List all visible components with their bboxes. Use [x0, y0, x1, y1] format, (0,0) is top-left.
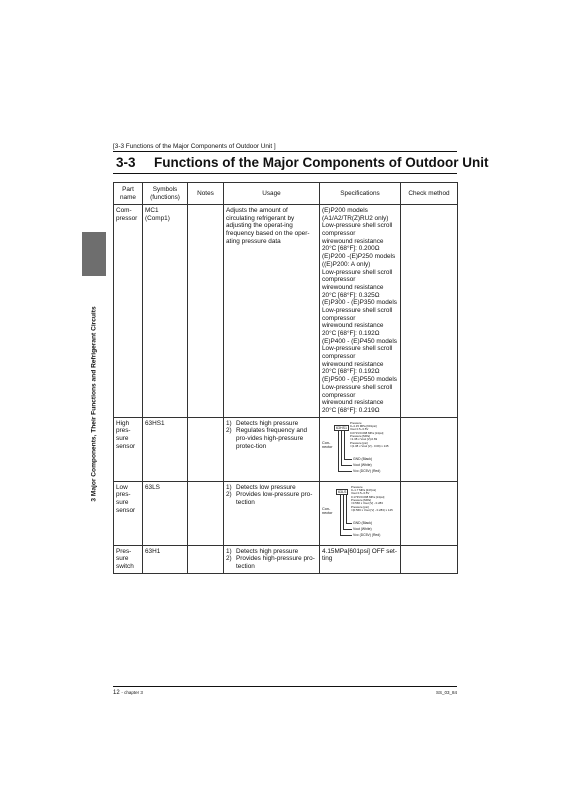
item-text: Regulates frequency and pro-vides high-pressure protec-tion: [236, 427, 308, 450]
spec-line: Low-pressure shell scroll: [322, 222, 393, 230]
item-text: Provides low-pressure pro-tection: [236, 491, 313, 506]
item-text: Detects high pressure: [236, 547, 299, 555]
high-pressure-sensor-wiring-diagram: [322, 421, 400, 479]
wire-vout: Vout (White): [353, 526, 372, 531]
heading-rule: [113, 173, 457, 174]
part-name: [114, 417, 143, 481]
usage: [224, 417, 320, 481]
check-method: [401, 481, 458, 545]
table-row: [114, 205, 458, 418]
col-symbols: Symbols (functions): [143, 183, 188, 205]
wire-line: [343, 529, 352, 530]
symbol: [143, 205, 188, 418]
col-usage: Usage: [224, 183, 320, 205]
spec-line: (A1/A2/TR(Z)RU2 only): [322, 214, 389, 222]
spec-line: compressor: [322, 276, 356, 284]
notes: [188, 205, 224, 418]
check-method: [401, 417, 458, 481]
section-title: Functions of the Major Components of Outdoor Unit: [154, 155, 489, 170]
spec-line: wirewound resistance: [322, 360, 384, 368]
usage: [224, 481, 320, 545]
wire-vcc: Vcc (DC5V) (Red): [353, 468, 381, 473]
item-number: 1): [226, 547, 232, 555]
notes: [188, 481, 224, 545]
list-item: [226, 484, 317, 492]
spec-line: (E)P200 models: [322, 207, 368, 214]
spec-line: Low-pressure shell scroll: [322, 383, 393, 391]
usage: [224, 545, 320, 573]
list-item: [226, 548, 317, 556]
symbol: 63LS: [143, 481, 188, 545]
pressure-characteristics: Pressure 0~1.7 MPa [247psi] Vout 0.5~3.5V 0.173V/0.098 MPa [14psi] Pressure [MPa] =0.566 x Vout [V] - 0.283 Pressure [psi] =(0.566 x Vout [V] - 0.283) x 145: [351, 484, 393, 512]
wire-line: [341, 465, 352, 466]
item-text: Detects high pressure: [236, 419, 299, 427]
notes: [188, 545, 224, 573]
wire-line: [346, 495, 347, 523]
components-table: [113, 182, 458, 574]
wire-gnd: GND (Black): [353, 520, 373, 525]
specifications: 4.15MPa[601psi] OFF set-ting: [320, 545, 401, 573]
list-item: [226, 491, 317, 506]
footer-rule: [113, 686, 457, 687]
wire-line: [340, 495, 341, 535]
wire-line: [338, 471, 352, 472]
spec-line: Low-pressure shell scroll: [322, 306, 393, 314]
part-name: [114, 545, 143, 573]
spec-line: Low-pressure shell scroll: [322, 345, 393, 353]
wire-line: [340, 535, 352, 536]
col-check-method: Check method: [401, 183, 458, 205]
header-rule: [113, 151, 457, 152]
connector-label: Con- nector: [322, 440, 333, 449]
wire-line: [343, 495, 344, 529]
document-code: SS_03_84: [435, 690, 457, 695]
wire-line: [338, 431, 339, 471]
list-item: [226, 420, 317, 428]
page-chapter: - chapter 3: [121, 690, 143, 695]
chapter-tab-marker: [82, 232, 106, 276]
item-number: 2): [226, 555, 232, 563]
spec-line: wirewound resistance: [322, 237, 384, 245]
spec-line: 20°C [68°F]: 0.219Ω: [322, 406, 380, 414]
page-number: [113, 690, 143, 696]
list-item: [226, 555, 317, 570]
spec-line: compressor: [322, 353, 356, 361]
chapter-side-title: 3 Major Components, Their Functions and Refrigerant Circuits: [90, 306, 98, 502]
section-heading: [116, 155, 488, 170]
part-name-text: Pres- sure switch: [116, 547, 134, 570]
spec-line: 20°C [68°F]: 0.200Ω: [322, 245, 380, 253]
item-text: Provides high-pressure pro-tection: [236, 555, 315, 570]
symbol: 63H1: [143, 545, 188, 573]
symbol: 63HS1: [143, 417, 188, 481]
list-item: [226, 427, 317, 450]
spec-line: (E)P500 - (E)P550 models: [322, 376, 397, 384]
check-method: [401, 545, 458, 573]
part-name: [114, 205, 143, 418]
notes: [188, 417, 224, 481]
pressure-characteristics: Pressure 0~4.15 MPa [601psi] Vout 0.5~3.5V 0.071V/0.098 MPa [14psi] Pressure [MPa] =1.38 x Vout [V]-0.69 Pressure [psi] =(1.38 x Vout [V] - 0.69) x 145: [350, 420, 389, 448]
check-method: [401, 205, 458, 418]
usage-list: [226, 548, 317, 571]
col-specifications: Specifications: [320, 183, 401, 205]
spec-line: wirewound resistance: [322, 399, 384, 407]
col-part-name: Part name: [114, 183, 143, 205]
spec-line: (E)P200 -(E)P250 models: [322, 253, 396, 261]
section-number: 3-3: [116, 155, 136, 170]
spec-line: wirewound resistance: [322, 283, 384, 291]
item-number: 2): [226, 491, 232, 499]
table-header-row: [114, 183, 458, 205]
item-text: Detects low pressure: [236, 483, 296, 491]
wire-vout: Vout (White): [353, 462, 372, 467]
sensor-box: 63HS1: [336, 425, 347, 430]
spec-line: ((E)P200: A only): [322, 260, 371, 268]
specifications: [320, 417, 401, 481]
sensor-box: 63LS: [338, 489, 347, 494]
symbol-text: MC1 (Comp1): [145, 207, 170, 222]
table-row: [114, 481, 458, 545]
spec-line: wirewound resistance: [322, 322, 384, 330]
item-number: 2): [226, 427, 232, 435]
wire-vcc: Vcc (DC5V) (Red): [353, 532, 381, 537]
spec-line: compressor: [322, 230, 356, 238]
spec-line: compressor: [322, 314, 356, 322]
part-name: [114, 481, 143, 545]
connector-label: Con- nector: [322, 506, 333, 515]
spec-line: 20°C [68°F]: 0.192Ω: [322, 330, 380, 337]
spec-line: Low-pressure shell scroll: [322, 268, 393, 276]
low-pressure-sensor-wiring-diagram: [322, 485, 400, 543]
spec-line: 20°C [68°F]: 0.192Ω: [322, 368, 380, 376]
running-header: [3-3 Functions of the Major Components of Outdoor Unit ]: [113, 143, 276, 150]
spec-line: (E)P400 - (E)P450 models: [322, 337, 397, 345]
wire-line: [341, 431, 342, 465]
part-name-text: High pres- sure sensor: [116, 419, 136, 450]
part-name-text: Com- pressor: [116, 207, 138, 222]
part-name-text: Low pres- sure sensor: [116, 483, 136, 514]
table-row: [114, 545, 458, 573]
wire-gnd: GND (Black): [353, 456, 373, 461]
spec-line: (E)P300 - (E)P350 models: [322, 299, 397, 307]
col-notes: Notes: [188, 183, 224, 205]
usage-list: [226, 484, 317, 507]
wire-line: [344, 431, 345, 459]
wire-line: [344, 459, 352, 460]
page-number-value: 12: [113, 690, 120, 696]
item-number: 1): [226, 483, 232, 491]
table-row: [114, 417, 458, 481]
spec-line: compressor: [322, 391, 356, 399]
specifications: [320, 481, 401, 545]
usage: Adjusts the amount of circulating refrigerant by adjusting the operat-ing frequency based on the oper-ating pressure data: [224, 205, 320, 418]
item-number: 1): [226, 419, 232, 427]
wire-line: [346, 523, 352, 524]
specifications: [320, 205, 401, 418]
spec-line: 20°C [68°F]: 0.325Ω: [322, 291, 380, 299]
usage-list: [226, 420, 317, 451]
